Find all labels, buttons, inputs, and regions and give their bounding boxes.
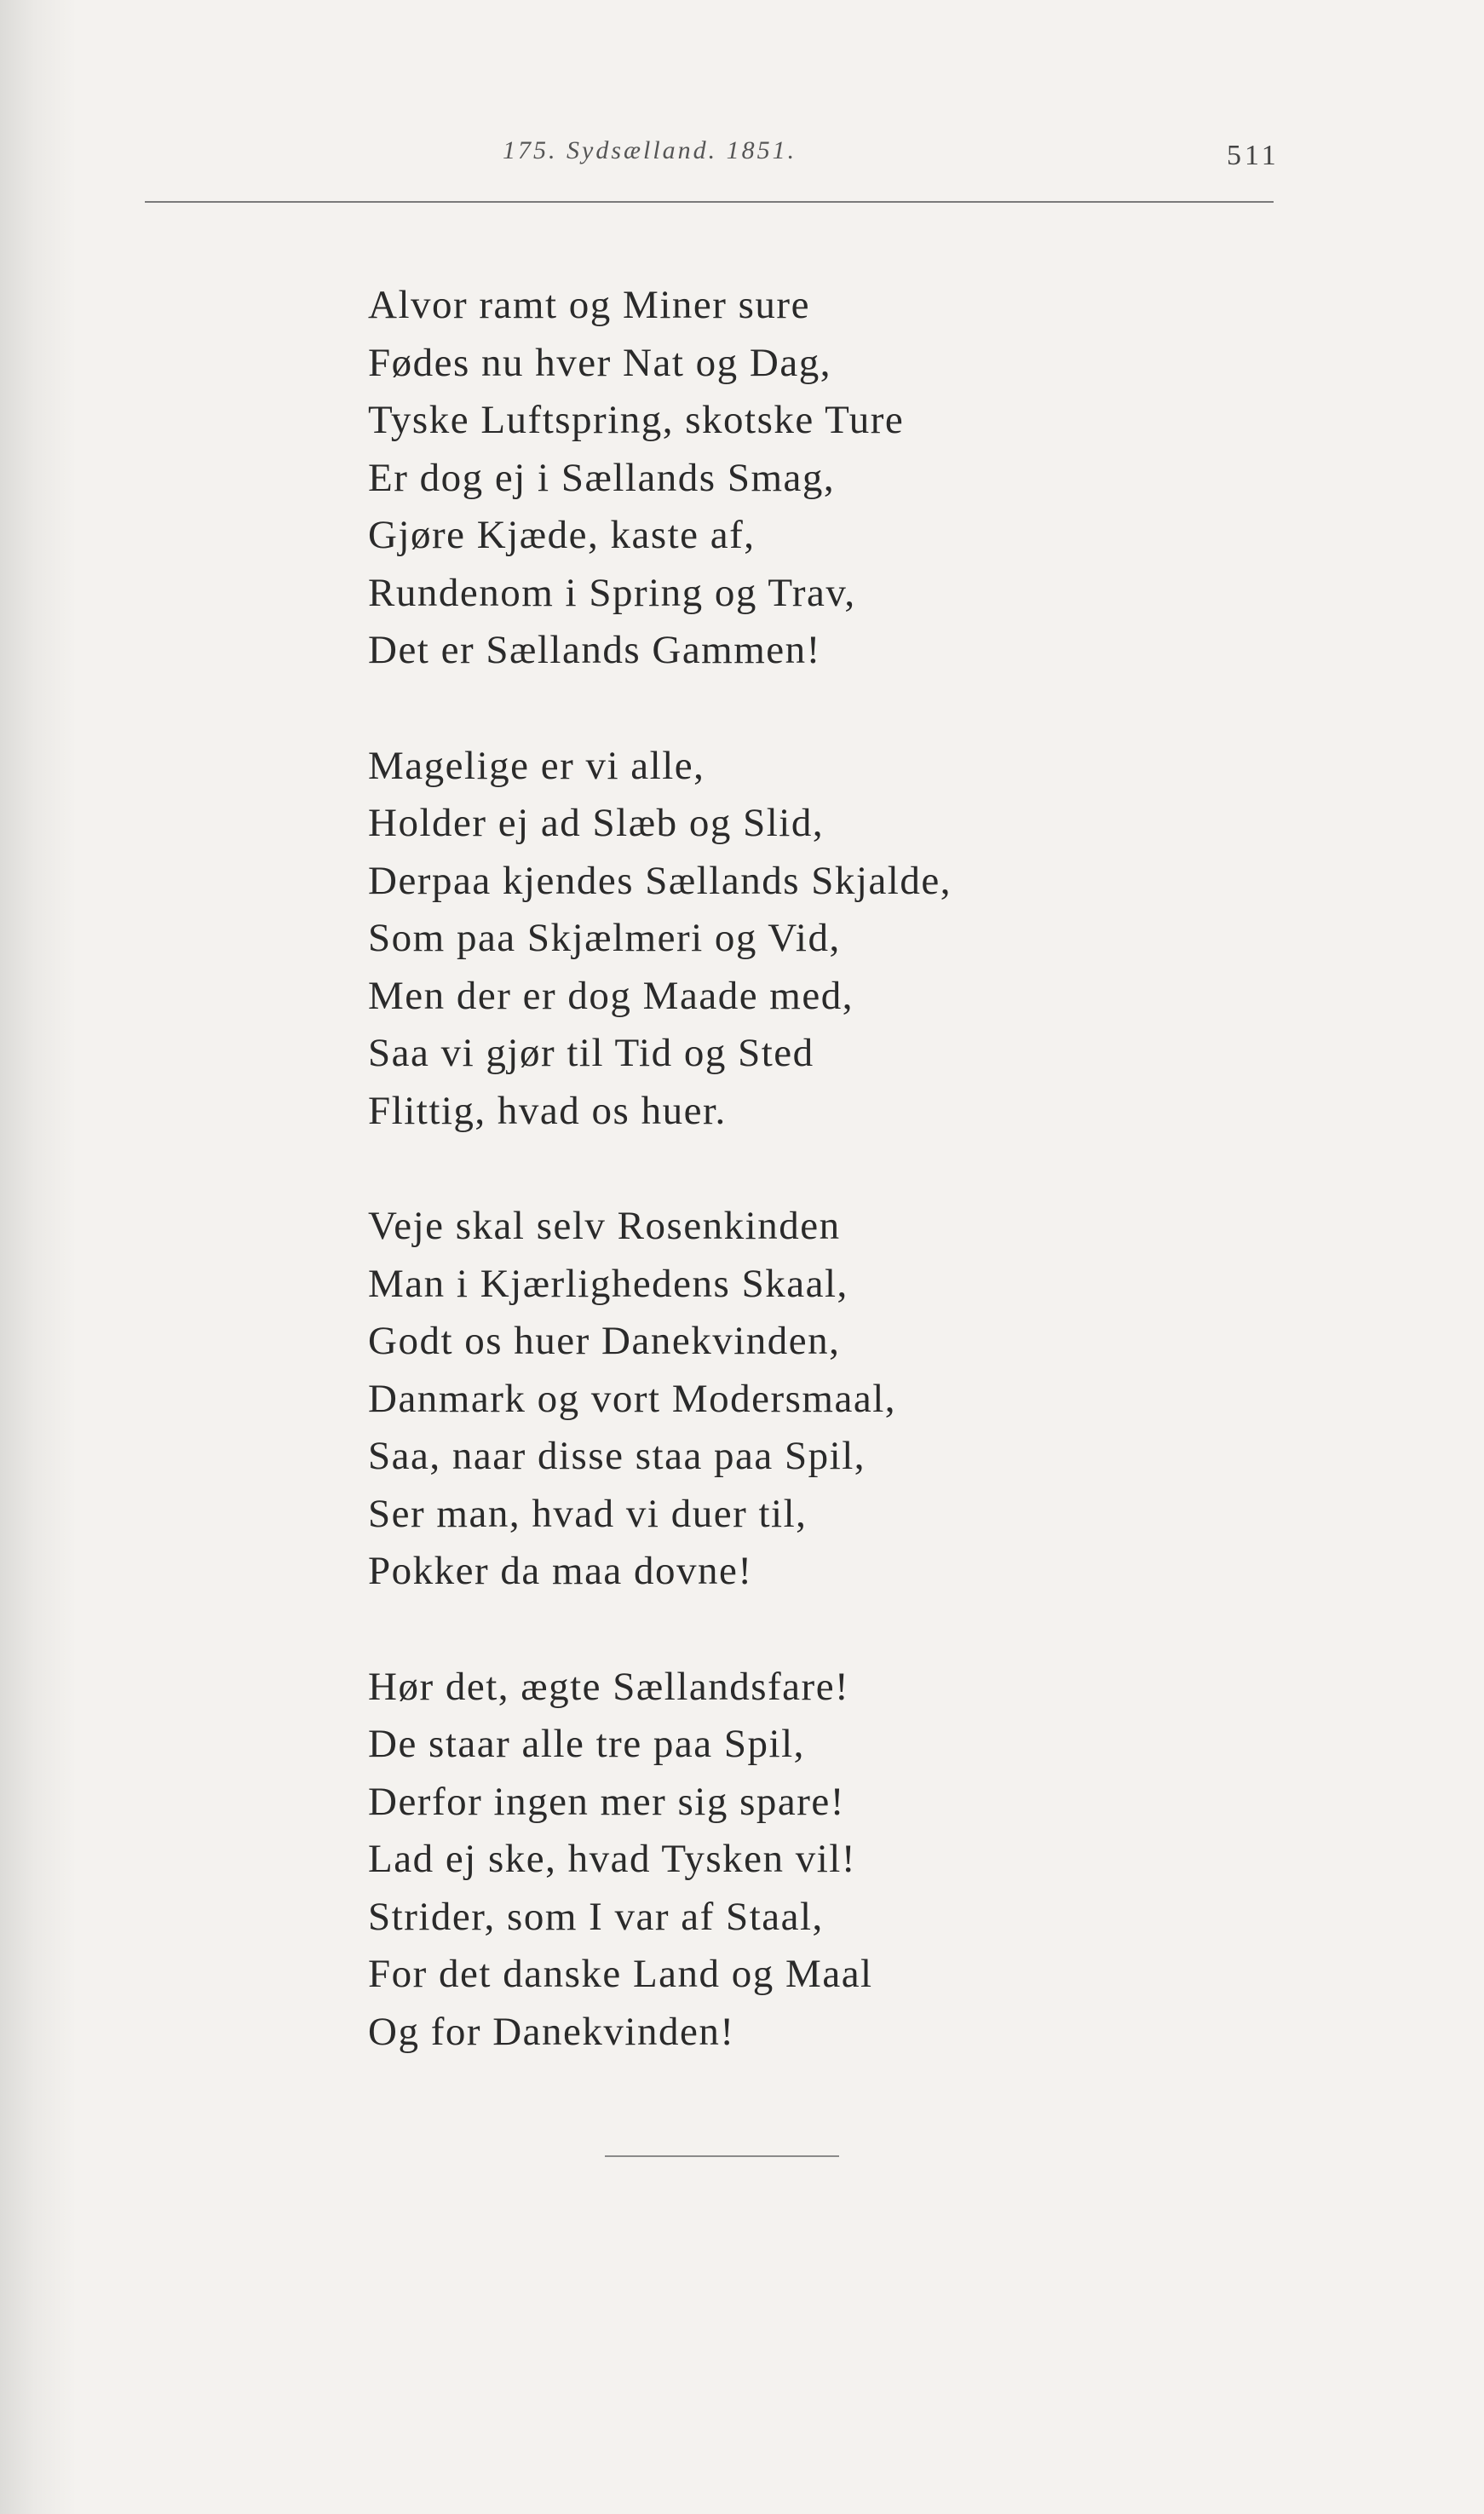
- poem-line: For det danske Land og Maal: [368, 1952, 873, 1996]
- poem-line: Man i Kjærlighedens Skaal,: [368, 1261, 848, 1306]
- poem-line: Derfor ingen mer sig spare!: [368, 1779, 845, 1824]
- running-head: [0, 136, 1484, 187]
- poem-line: Tyske Luftspring, skotske Ture: [368, 398, 905, 442]
- page-number: 511: [1227, 140, 1280, 171]
- end-of-poem-rule: [605, 2155, 839, 2157]
- header-divider: [145, 201, 1274, 203]
- poem-line: Holder ej ad Slæb og Slid,: [368, 801, 825, 845]
- poem-line: Er dog ej i Sællands Smag,: [368, 455, 836, 500]
- poem-line: Saa vi gjør til Tid og Sted: [368, 1031, 814, 1075]
- stanza-3: [368, 1198, 1348, 1601]
- poem-line: Men der er dog Maade med,: [368, 973, 854, 1018]
- poem-line: Fødes nu hver Nat og Dag,: [368, 340, 831, 385]
- poem-line: Derpaa kjendes Sællands Skjalde,: [368, 858, 952, 903]
- poem-line: Ser man, hvad vi duer til,: [368, 1491, 808, 1536]
- poem-line: Alvor ramt og Miner sure: [368, 283, 810, 327]
- poem-line: Danmark og vort Modersmaal,: [368, 1376, 897, 1421]
- poem-line: Flittig, hvad os huer.: [368, 1088, 727, 1133]
- poem-line: De staar alle tre paa Spil,: [368, 1722, 805, 1766]
- poem-line: Pokker da maa dovne!: [368, 1549, 753, 1593]
- poem-line: Det er Sællands Gammen!: [368, 628, 821, 672]
- poem-line: Hør det, ægte Sællandsfare!: [368, 1664, 850, 1709]
- poem-line: Saa, naar disse staa paa Spil,: [368, 1434, 866, 1478]
- poem-line: Strider, som I var af Staal,: [368, 1894, 824, 1939]
- poem-line: Rundenom i Spring og Trav,: [368, 570, 856, 615]
- poem-line: Veje skal selv Rosenkinden: [368, 1204, 841, 1248]
- stanza-2: [368, 738, 1348, 1141]
- running-head-title: 175. Sydsælland. 1851.: [503, 136, 797, 164]
- poem-body: [368, 277, 1348, 2119]
- poem-line: Gjøre Kjæde, kaste af,: [368, 513, 756, 557]
- stanza-1: [368, 277, 1348, 680]
- poem-line: Som paa Skjælmeri og Vid,: [368, 916, 841, 960]
- poem-line: Magelige er vi alle,: [368, 743, 705, 788]
- poem-line: Godt os huer Danekvinden,: [368, 1319, 841, 1363]
- page-gutter-shadow: [0, 0, 77, 2514]
- poem-line: Lad ej ske, hvad Tysken vil!: [368, 1837, 856, 1881]
- stanza-4: [368, 1659, 1348, 2062]
- poem-line: Og for Danekvinden!: [368, 2009, 735, 2054]
